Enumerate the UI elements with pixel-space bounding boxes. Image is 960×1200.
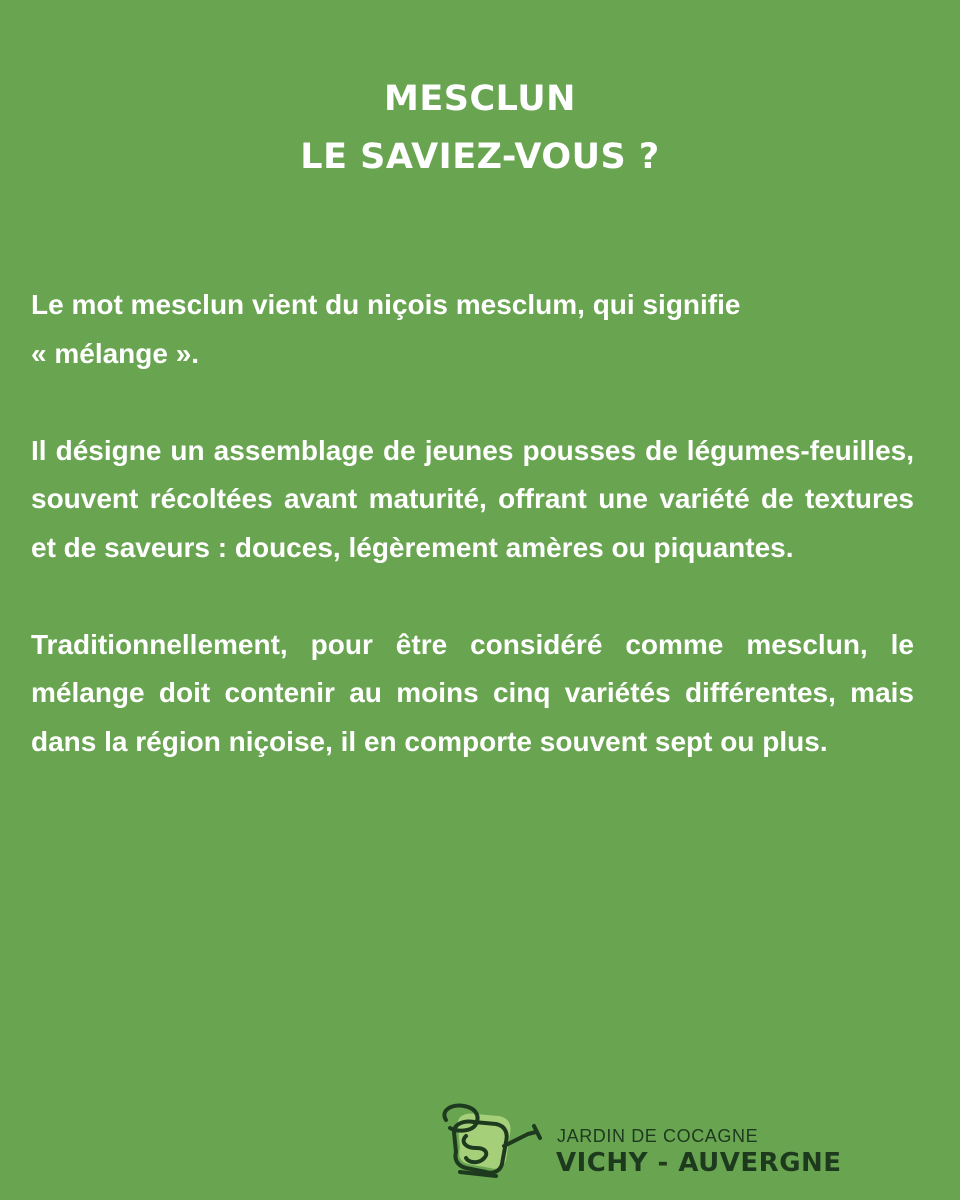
body-text bbox=[31, 281, 914, 766]
watering-can-icon bbox=[436, 1102, 546, 1180]
paragraph-definition: Il désigne un assemblage de jeunes pousses de légumes-feuilles, souvent récoltées avant maturité, offrant une variété de textures et de saveurs : douces, légèrement amères ou piquantes. bbox=[31, 434, 914, 563]
brand-logo bbox=[436, 1100, 876, 1182]
paragraph-origin-line-1: Le mot mesclun vient du niçois mesclum, qui signifie bbox=[31, 289, 741, 320]
logo-line-2: VICHY - AUVERGNE bbox=[556, 1148, 842, 1178]
title-line-2: LE SAVIEZ-VOUS ? bbox=[300, 137, 660, 177]
paragraph-origin-line-2: « mélange ». bbox=[31, 337, 200, 369]
paragraph-tradition: Traditionnellement, pour être considéré comme mesclun, le mélange doit contenir au moins cinq variétés différentes, mais dans la région niçoise, il en comporte souvent sept ou plus. bbox=[31, 628, 914, 757]
page-title bbox=[0, 70, 960, 186]
logo-line-1: JARDIN DE COCAGNE bbox=[557, 1126, 759, 1146]
title-line-1: MESCLUN bbox=[384, 79, 576, 119]
paragraph-origin bbox=[31, 281, 914, 378]
